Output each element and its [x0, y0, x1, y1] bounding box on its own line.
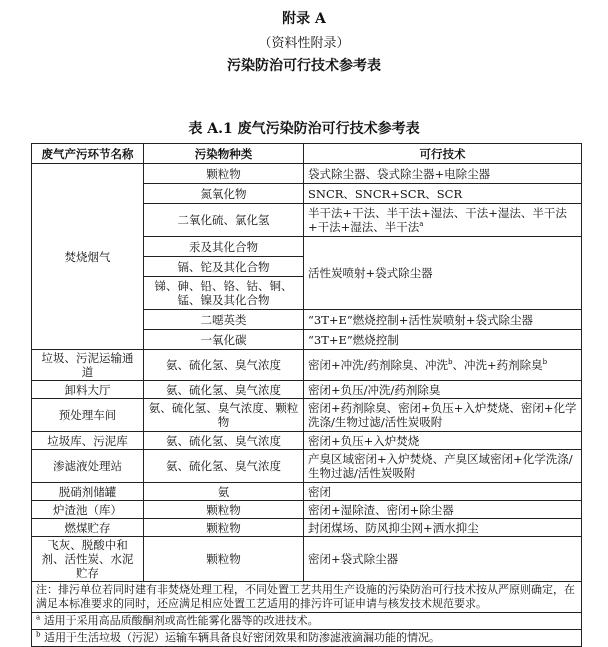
footnote-text: 适用于生活垃圾（污泥）运输车辆具备良好密闭效果和防渗滤液滴漏功能的情况。 — [43, 631, 440, 644]
pollutant-cell: 颗粒物 — [144, 537, 304, 582]
tech-cell: “3T+E”燃烧控制 — [304, 330, 582, 350]
footnote-mark: b — [36, 630, 41, 639]
pollutant-cell: 氨、硫化氢、臭气浓度 — [144, 450, 304, 483]
pollutant-cell: 锑、砷、铅、铬、钴、铜、锰、镍及其化合物 — [144, 277, 304, 310]
table-caption: 表 A.1 废气污染防治可行技术参考表 — [188, 121, 420, 137]
tech-cell: 产臭区域密闭+入炉焚烧、产臭区域密闭+化学洗涤/生物过滤/活性炭吸附 — [304, 450, 582, 483]
tech-cell: 密闭+冲洗/药剂除臭、冲洗$^b$、冲洗+药剂除臭$^b$ — [304, 350, 582, 381]
tech-text: 半干法+干法、半干法+湿法、干法+湿法、半干法+干法+湿法、半干法 — [308, 206, 567, 234]
source-cell: 预处理车间 — [32, 399, 144, 432]
appendix-label: 附录 A — [282, 11, 326, 27]
pollutant-cell: 氨、硫化氢、臭气浓度、颗粒物 — [144, 399, 304, 432]
source-cell: 燃煤贮存 — [32, 519, 144, 537]
note-cell: 注：排污单位若同时建有非焚烧处理工程，不同处置工艺共用生产设施的污染防治可行技术按从严原则确定，在满足本标准要求的同时，还应满足相应处置工艺适用的排污许可证申请与核发技术规范要求。 — [32, 582, 582, 613]
appendix-title: 污染防治可行技术参考表 — [227, 58, 381, 74]
tech-cell: 密闭 — [304, 483, 582, 501]
pollutant-cell: 颗粒物 — [144, 519, 304, 537]
tech-cell: 密闭+袋式除尘器 — [304, 537, 582, 582]
footnote-b — [32, 630, 582, 647]
appendix-nature: （资料性附录） — [258, 36, 350, 51]
pollutant-cell: 颗粒物 — [144, 164, 304, 184]
footnote-mark: b — [448, 358, 453, 367]
pollutant-cell: 氨 — [144, 483, 304, 501]
pollutant-cell: 一氧化碳 — [144, 330, 304, 350]
source-cell: 脱硝剂储罐 — [32, 483, 144, 501]
source-cell: 渗滤液处理站 — [32, 450, 144, 483]
source-cell: 垃圾、污泥运输通道 — [32, 350, 144, 381]
pollutant-cell: 氮氧化物 — [144, 184, 304, 204]
tech-text: 密闭+冲洗/药剂除臭、冲洗 — [308, 358, 449, 372]
tech-cell: SNCR、SNCR+SCR、SCR — [304, 184, 582, 204]
footnote-row — [32, 630, 582, 647]
tech-cell: 密闭+负压/冲洗/药剂除臭 — [304, 381, 582, 399]
table-row — [32, 164, 582, 184]
footnote-a — [32, 613, 582, 630]
table-row — [32, 450, 582, 483]
column-header: 污染物种类 — [144, 144, 304, 164]
table-row — [32, 483, 582, 501]
footnote-mark: a — [36, 613, 41, 622]
source-cell: 垃圾库、污泥库 — [32, 432, 144, 450]
table-row — [32, 381, 582, 399]
footnote-row — [32, 613, 582, 630]
note-row — [32, 582, 582, 613]
source-cell: 焚烧烟气 — [32, 164, 144, 350]
footnote-mark: b — [542, 358, 548, 367]
tech-cell: “3T+E”燃烧控制+活性炭喷射+袋式除尘器 — [304, 310, 582, 330]
column-header: 废气产污环节名称 — [32, 144, 144, 164]
tech-cell: 密闭+湿除渣、密闭+除尘器 — [304, 501, 582, 519]
column-header: 可行技术 — [304, 144, 582, 164]
source-cell: 炉渣池（库） — [32, 501, 144, 519]
tech-cell: 活性炭喷射+袋式除尘器 — [304, 237, 582, 310]
pollutant-cell: 镉、铊及其化合物 — [144, 257, 304, 277]
pollutant-cell: 氨、硫化氢、臭气浓度 — [144, 432, 304, 450]
pollutant-cell: 二氧化硫、氯化氢 — [144, 204, 304, 237]
pollutant-cell: 二噁英类 — [144, 310, 304, 330]
table-row — [32, 537, 582, 582]
table-row — [32, 501, 582, 519]
pollutant-cell: 汞及其化合物 — [144, 237, 304, 257]
source-cell: 卸料大厅 — [32, 381, 144, 399]
source-cell: 飞灰、脱酸中和剂、活性炭、水泥贮存 — [32, 537, 144, 582]
pollutant-cell: 氨、硫化氢、臭气浓度 — [144, 381, 304, 399]
tech-cell: 密闭+药剂除臭、密闭+负压+入炉焚烧、密闭+化学洗涤/生物过滤/活性炭吸附 — [304, 399, 582, 432]
table-row — [32, 432, 582, 450]
tech-cell: 密闭+负压+入炉焚烧 — [304, 432, 582, 450]
pollutant-cell: 颗粒物 — [144, 501, 304, 519]
table-row — [32, 399, 582, 432]
footnote-text: 适用于采用高品质酸酮剂或高性能雾化器等的改进技术。 — [43, 614, 319, 627]
tech-cell: 袋式除尘器、袋式除尘器+电除尘器 — [304, 164, 582, 184]
footnote-mark: a — [419, 220, 424, 229]
tech-cell — [304, 204, 582, 237]
technique-table — [31, 143, 582, 647]
pollutant-cell: 氨、硫化氢、臭气浓度 — [144, 350, 304, 381]
table-row — [32, 519, 582, 537]
table-row — [32, 350, 582, 381]
tech-text: 冲洗+药剂除臭 — [464, 358, 543, 372]
tech-cell: 封闭煤场、防风抑尘网+洒水抑尘 — [304, 519, 582, 537]
table-header-row — [32, 144, 582, 164]
